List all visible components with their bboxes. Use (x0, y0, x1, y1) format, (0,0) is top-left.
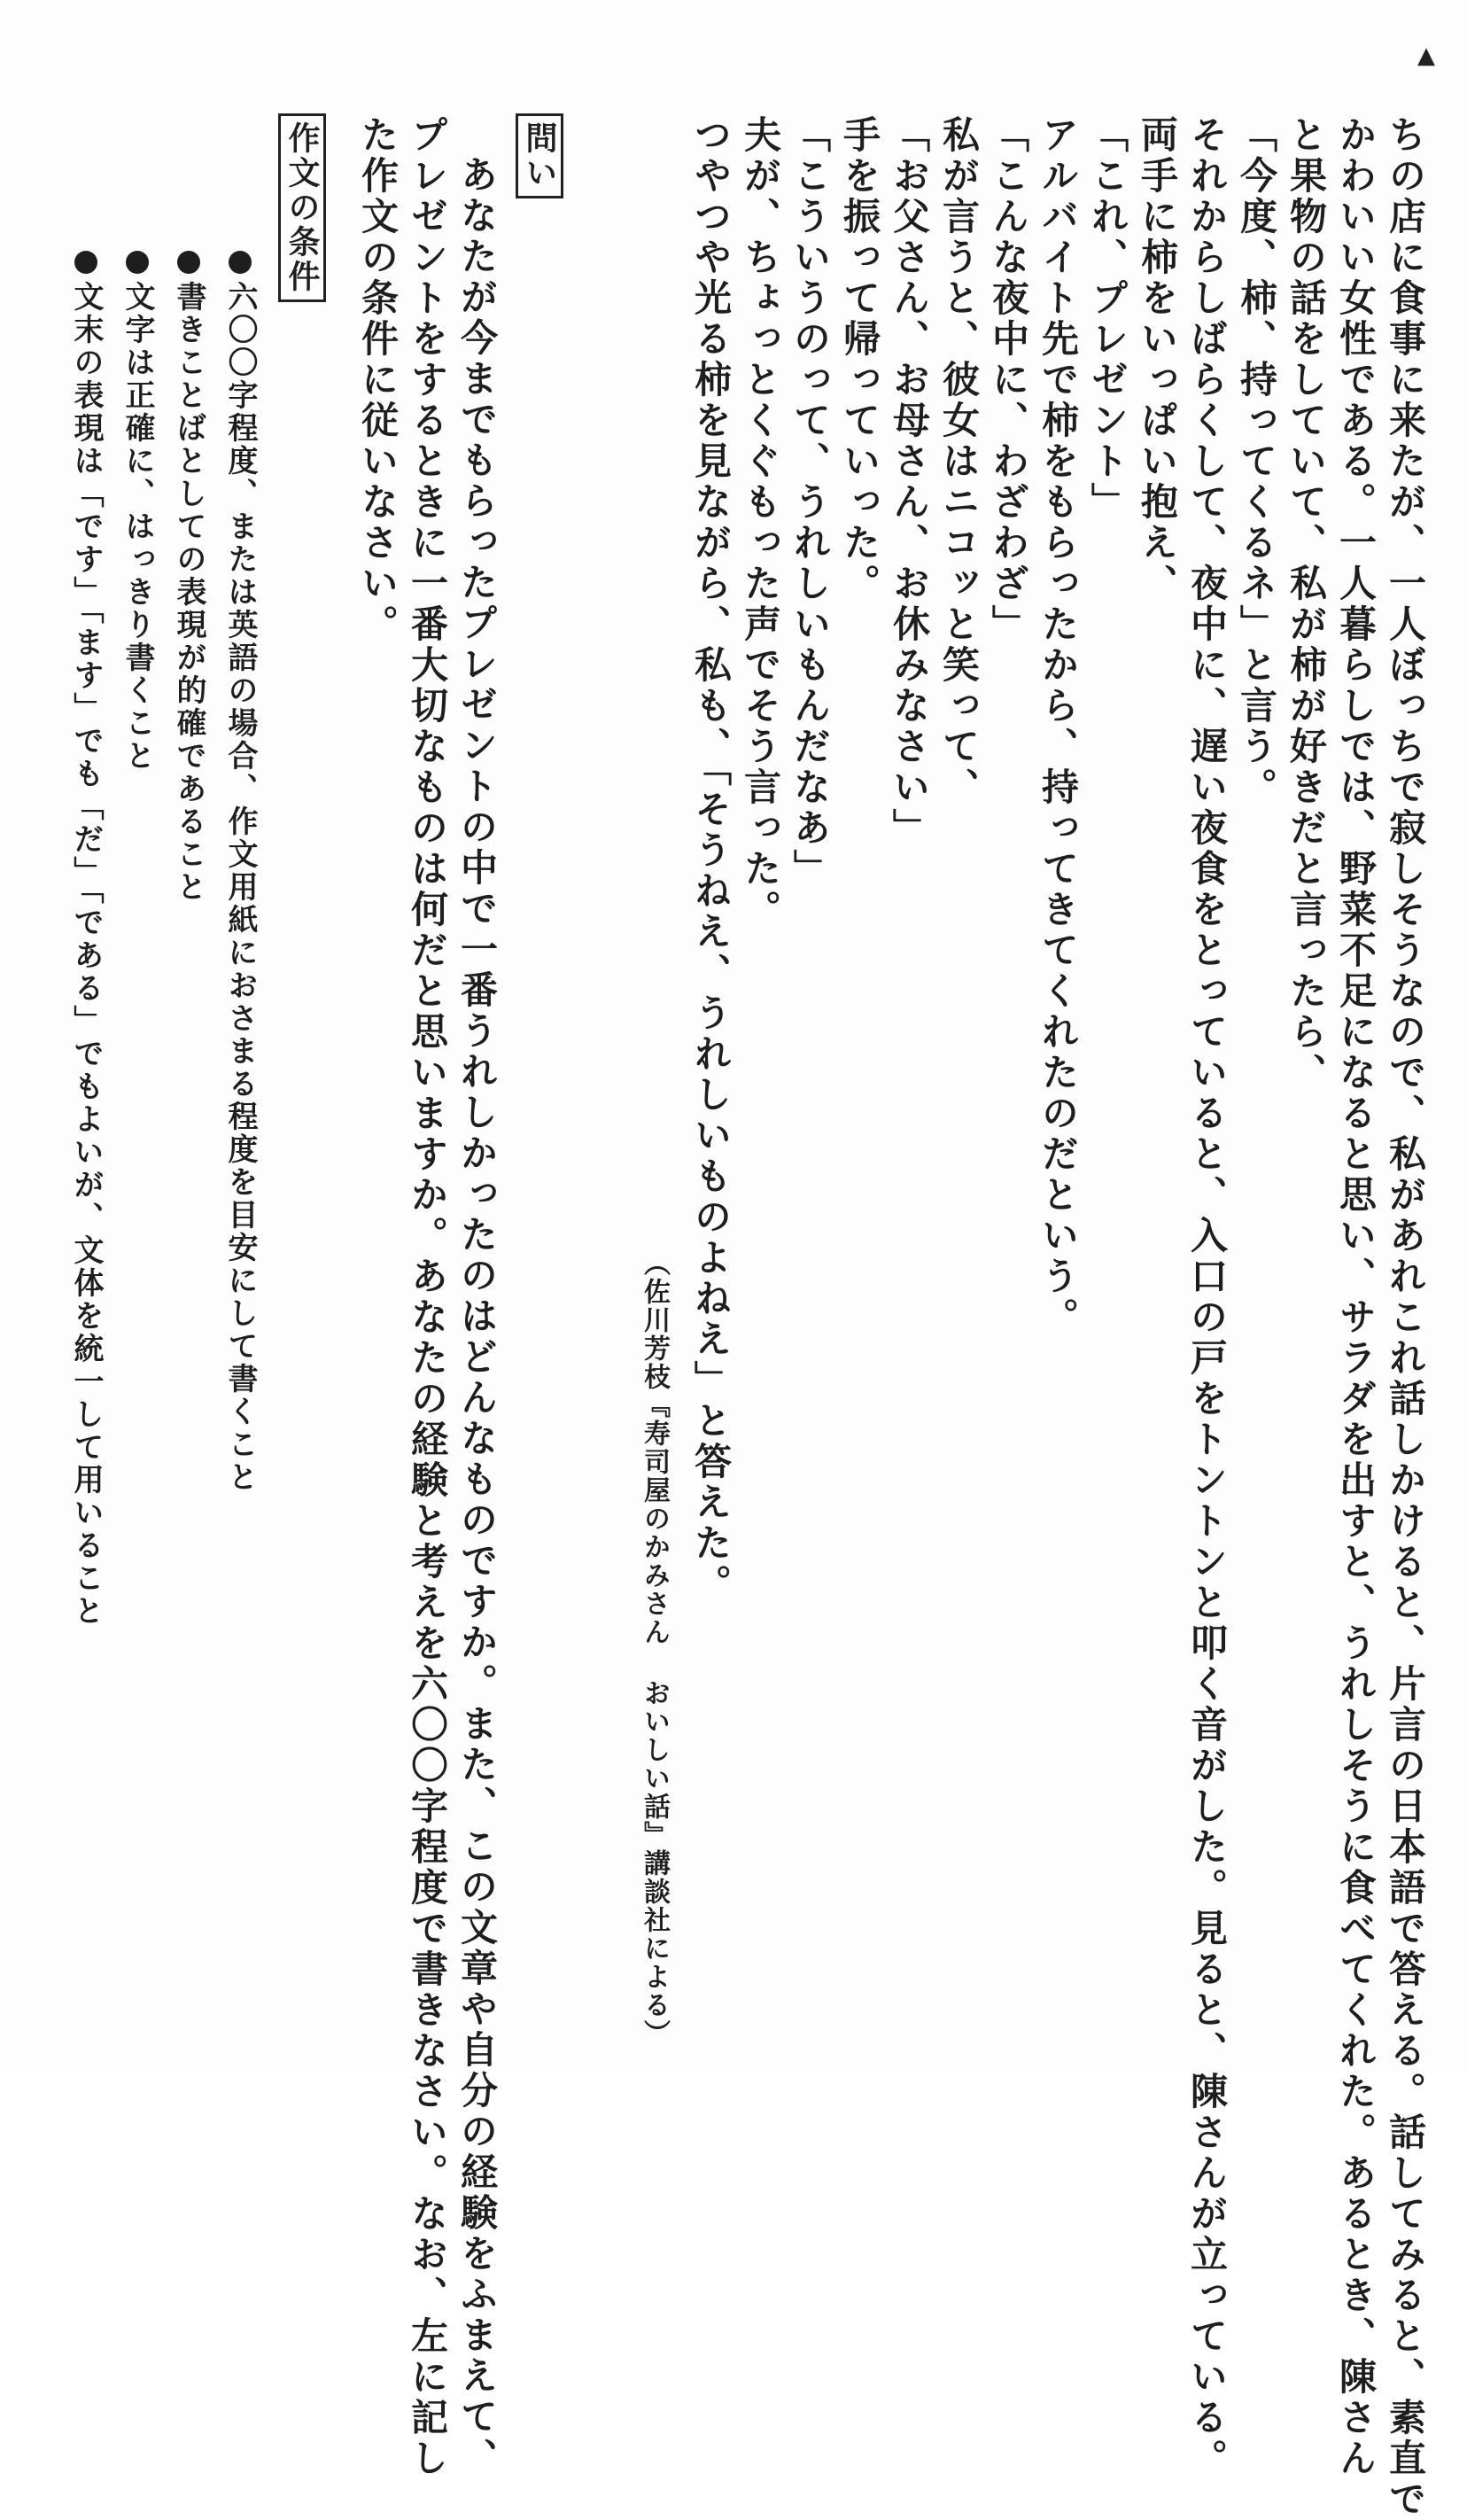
question-label: 問い (516, 113, 563, 198)
story-line-11: 「お父さん、お母さん、お休みなさい」 (888, 115, 931, 849)
story-line-14: 夫が、ちょっとくぐもった声でそう言った。 (739, 115, 782, 930)
condition-text: 書きことばとしての表現が的確であること (171, 281, 206, 904)
story-line-10: 私が言うと、彼女はニコッと笑って、 (937, 115, 981, 808)
condition-text: 六〇〇字程度、または英語の場合、作文用紙におさまる程度を目安にして書くこと (222, 281, 258, 1494)
bullet-icon (177, 251, 200, 274)
bullet-icon (74, 251, 97, 274)
question-line-3: た作文の条件に従いなさい。 (356, 115, 400, 645)
story-line-8: アルバイト先で柿をもらったから、持ってきてくれたのだという。 (1036, 115, 1080, 1338)
conditions-label: 作文の条件 (278, 113, 326, 302)
condition-text: 文末の表現は「です」「ます」でも「だ」「である」でもよいが、文体を統一して用いること (68, 281, 104, 1628)
condition-item-4 (66, 251, 106, 1628)
condition-item-2 (168, 251, 209, 904)
condition-item-3 (117, 251, 158, 773)
bullet-icon (126, 251, 149, 274)
question-line-2: プレゼントをするときに一番大切なものは何だと思いますか。あなたの経験と考えを六〇〇字程度で書きなさい。なお、左に記し (406, 115, 449, 2479)
condition-item-1 (220, 251, 260, 1494)
story-line-3: と果物の話をしていて、私が柿が好きだと言ったら、 (1285, 115, 1328, 1093)
story-line-15: つやつや光る柿を見ながら、私も、「そうねえ、うれしいものよねえ」と答えた。 (689, 115, 733, 1605)
story-line-2: かわいい女性である。一人暮らしでは、野菜不足になると思い、サラダを出すと、うれしそうに食べてくれた。あるとき、陳さん (1334, 115, 1378, 2479)
story-line-7: 「これ、プレゼント」 (1086, 115, 1129, 523)
story-line-4: 「今度、柿、持ってくるネ」と言う。 (1235, 115, 1278, 808)
source-citation: （佐川芳枝『寿司屋のかみさん おいしい話』講談社による） (639, 1249, 670, 2048)
story-line-6: 両手に柿をいっぱい抱え、 (1136, 115, 1179, 604)
story-line-13: 「こういうのって、うれしいもんだなあ」 (788, 115, 832, 890)
condition-text: 文字は正確に、はっきり書くこと (120, 281, 155, 773)
page-marker-triangle: ▲ (1417, 43, 1435, 69)
bullet-icon (229, 251, 252, 274)
story-line-12: 手を振って帰っていった。 (838, 115, 881, 604)
question-line-1: あなたが今までもらったプレゼントの中で一番うれしかったのはどんなものですか。また、この文章や自分の経験をふまえて、 (455, 155, 499, 2478)
story-line-5: それからしばらくして、夜中に、遅い夜食をとっていると、入口の戸をトントンと叩く音がした。見ると、陳さんが立っている。 (1185, 115, 1229, 2479)
story-line-1: ちの店に食事に来たが、一人ぼっちで寂しそうなので、私があれこれ話しかけると、片言の日本語で答える。話してみると、素直で (1384, 115, 1427, 2520)
story-line-9: 「こんな夜中に、わざわざ」 (987, 115, 1030, 645)
